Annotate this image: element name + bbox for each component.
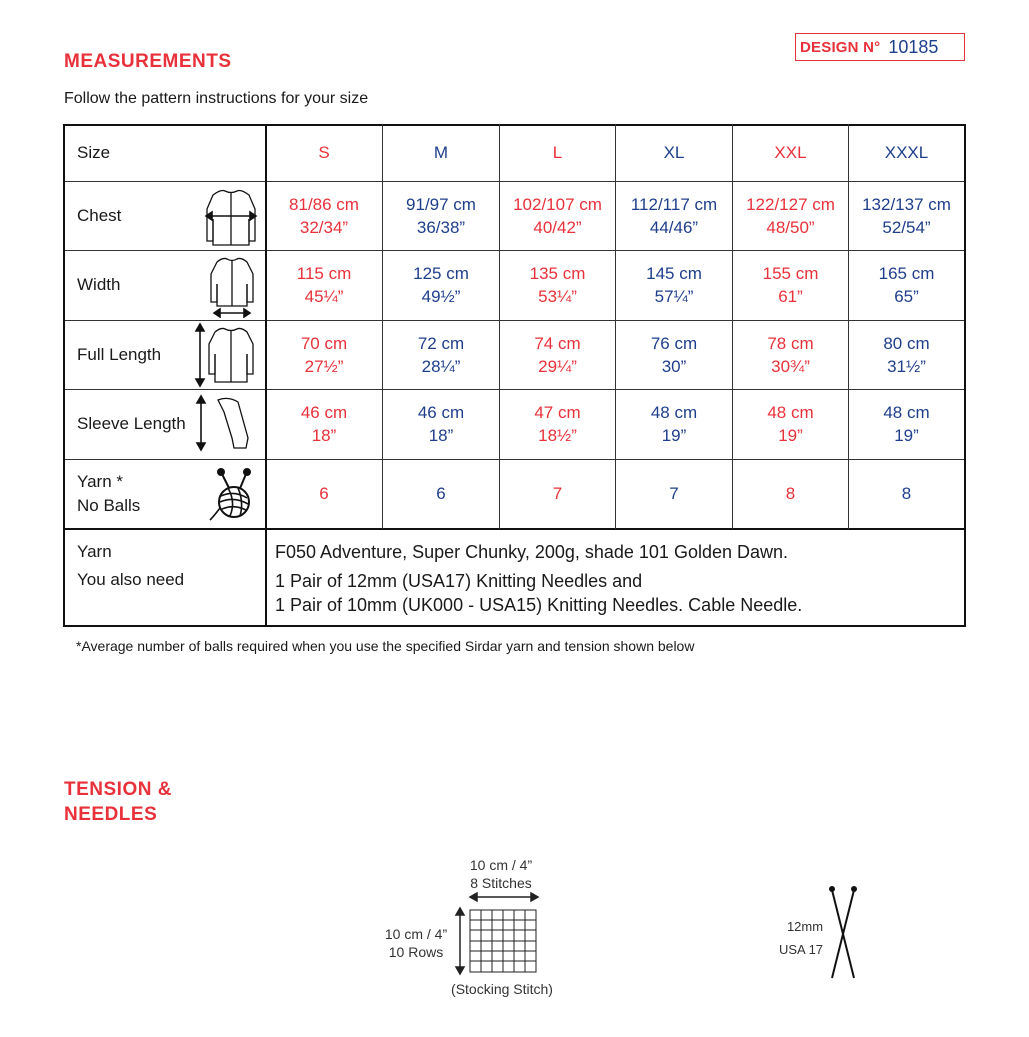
row-label-chest: Chest [77, 205, 122, 225]
chest-value-s: 81/86 cm 32/34” [289, 194, 359, 237]
row-label-sleeve-length: Sleeve Length [77, 414, 186, 433]
design-number: 10185 [888, 36, 939, 57]
length-value-m: 72 cm 28¼” [417, 333, 465, 376]
design-label: DESIGN N° [800, 38, 881, 56]
size-header: XL [663, 143, 685, 162]
sleeve-length-icon [194, 394, 258, 454]
length-value-xxl: 78 cm 30¾” [767, 333, 814, 376]
chest-value-l: 102/107 cm 40/42” [513, 194, 602, 237]
needle-size-us: USA 17 [778, 942, 824, 957]
full-length-icon [193, 322, 259, 388]
tension-rows-label: 10 Rows [388, 944, 444, 960]
yarn-balls-xxl: 8 [785, 484, 796, 503]
tension-width-label: 10 cm / 4” [469, 857, 533, 873]
width-value-xxl: 155 cm 61” [762, 264, 819, 306]
chest-value-xxxl: 132/137 cm 52/54” [862, 194, 951, 237]
yarn-balls-m: 6 [436, 484, 446, 503]
table-border [63, 124, 65, 627]
also-need-line-2: 1 Pair of 10mm (UK000 - USA15) Knitting Needles. Cable Needle. [275, 595, 803, 615]
length-value-s: 70 cm 27½” [300, 333, 348, 376]
footnote: *Average number of balls required when you use the specified Sirdar yarn and tension shown below [76, 638, 695, 654]
row-label-yarn-balls: Yarn * No Balls [77, 471, 141, 515]
chest-width-icon [203, 185, 259, 247]
sleeve-value-m: 46 cm 18” [417, 403, 465, 445]
row-divider [63, 528, 966, 530]
measurements-title: MEASUREMENTS [64, 51, 232, 72]
size-header: XXXL [884, 143, 929, 162]
also-need-line-1: 1 Pair of 12mm (USA17) Knitting Needles and [275, 571, 643, 591]
also-need-label: You also need [77, 570, 185, 589]
width-value-l: 135 cm 53¼” [529, 264, 586, 306]
yarn-balls-xl: 7 [669, 484, 679, 503]
crossed-needles-icon [826, 884, 860, 980]
yarn-ball-icon [208, 468, 258, 522]
size-header: S [318, 143, 330, 162]
width-value-s: 115 cm 45¼” [296, 264, 352, 306]
needle-size-mm: 12mm [786, 919, 824, 934]
size-header: M [433, 143, 449, 162]
chest-value-xxl: 122/127 cm 48/50” [746, 194, 835, 237]
width-value-m: 125 cm 49½” [413, 264, 469, 306]
length-value-l: 74 cm 29¼” [534, 333, 581, 376]
length-value-xxxl: 80 cm 31½” [883, 333, 930, 376]
sleeve-value-xl: 48 cm 19” [650, 403, 698, 445]
table-border [964, 124, 966, 627]
size-header-label: Size [77, 142, 111, 162]
size-header: L [552, 143, 563, 162]
sleeve-value-l: 47 cm 18½” [534, 403, 581, 445]
tension-height-label: 10 cm / 4” [384, 926, 448, 942]
tension-square-icon [450, 890, 542, 976]
garment-width-icon [207, 254, 257, 318]
yarn-value: F050 Adventure, Super Chunky, 200g, shade 101 Golden Dawn. [275, 542, 789, 562]
width-value-xxxl: 165 cm 65” [878, 264, 935, 306]
measurements-table [63, 124, 966, 628]
tension-stitch-type: (Stocking Stitch) [451, 981, 553, 997]
table-border [63, 625, 966, 627]
yarn-label: Yarn [77, 542, 112, 561]
sleeve-value-xxxl: 48 cm 19” [883, 403, 930, 445]
design-number-box [795, 33, 965, 61]
width-value-xl: 145 cm 57¼” [646, 264, 702, 306]
chest-value-m: 91/97 cm 36/38” [406, 194, 476, 237]
tension-title: TENSION & NEEDLES [64, 779, 172, 825]
row-label-full-length: Full Length [77, 344, 162, 364]
sleeve-value-s: 46 cm 18” [300, 403, 348, 445]
tension-stitches-label: 8 Stitches [470, 875, 532, 891]
length-value-xl: 76 cm 30” [650, 333, 698, 376]
row-label-width: Width [77, 275, 121, 294]
yarn-balls-s: 6 [319, 484, 329, 503]
yarn-balls-l: 7 [552, 484, 563, 503]
intro-text: Follow the pattern instructions for your size [64, 90, 369, 107]
size-header: XXL [774, 143, 807, 162]
yarn-balls-xxxl: 8 [901, 484, 912, 503]
sleeve-value-xxl: 48 cm 19” [767, 403, 814, 445]
chest-value-xl: 112/117 cm 44/46” [630, 194, 718, 237]
